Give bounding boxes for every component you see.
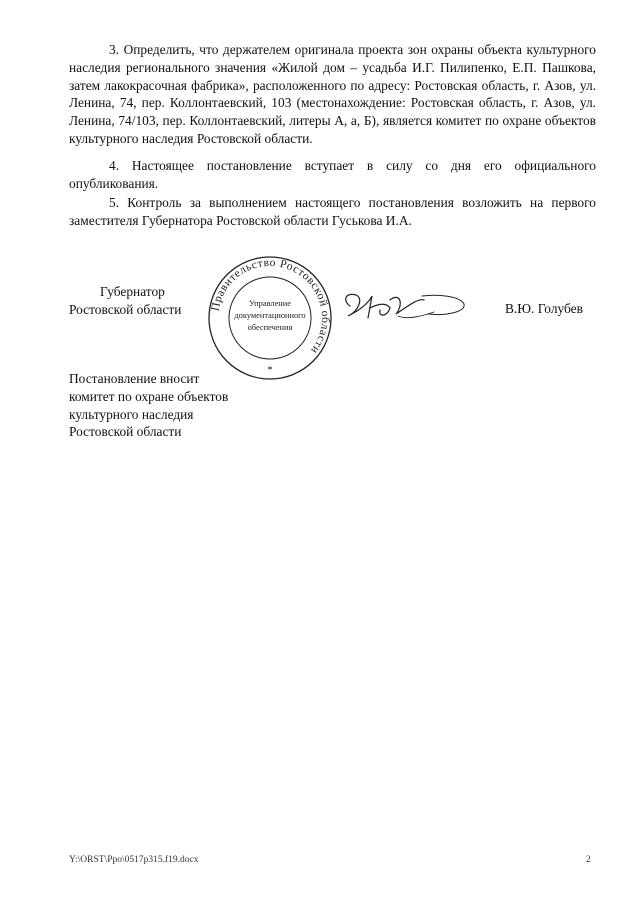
position-line-2: Ростовской области — [69, 302, 182, 317]
note-line-2: комитет по охране объектов — [69, 388, 229, 404]
submission-note — [69, 370, 228, 441]
footer-page-number: 2 — [586, 855, 591, 865]
note-line-1: Постановление вносит — [69, 371, 200, 386]
handwritten-signature — [338, 286, 472, 326]
note-line-3: культурного наследия — [69, 406, 194, 422]
note-line-4: Ростовской области — [69, 424, 182, 440]
signatory-position — [69, 283, 181, 319]
paragraph-3: 3. Определить, что держателем оригинала проекта зон охраны объекта культурного наследия регионального значения «Жилой дом – усадьба И.Г. Пилипенко, Е.П. Пашкова, затем лакокрасочная фабрика», расположенного по адресу: Ростовская область, г. Азов, ул. Ленина, 74, пер. Коллонтаевский, 103 (местонахождение: Ростовская область, г. Азов, ул. Ленина, 74/103, пер. Коллонтаевский, литеры А, а, Б), является комитет по охране объектов культурного наследия Ростовской области. — [69, 42, 596, 146]
footer-file-path: Y:\ORST\Ppo\0517p315.f19.docx — [69, 855, 199, 865]
paragraph-4: 4. Настоящее постановление вступает в силу со дня его официального опубликования. — [69, 158, 596, 191]
seal-inner-line-3: обеспечения — [247, 323, 293, 332]
official-seal — [206, 254, 334, 382]
seal-inner-line-2: документационного — [234, 311, 306, 320]
seal-star: * — [267, 365, 273, 376]
signatory-name: В.Ю. Голубев — [505, 301, 583, 316]
seal-outer-text: Правительство Ростовской области — [209, 256, 332, 357]
seal-inner-line-1: Управление — [248, 299, 292, 308]
paragraph-5: 5. Контроль за выполнением настоящего постановления возложить на первого заместителя Губернатора Ростовской области Гуськова И.А. — [69, 195, 596, 228]
position-line-1: Губернатор — [100, 284, 165, 299]
